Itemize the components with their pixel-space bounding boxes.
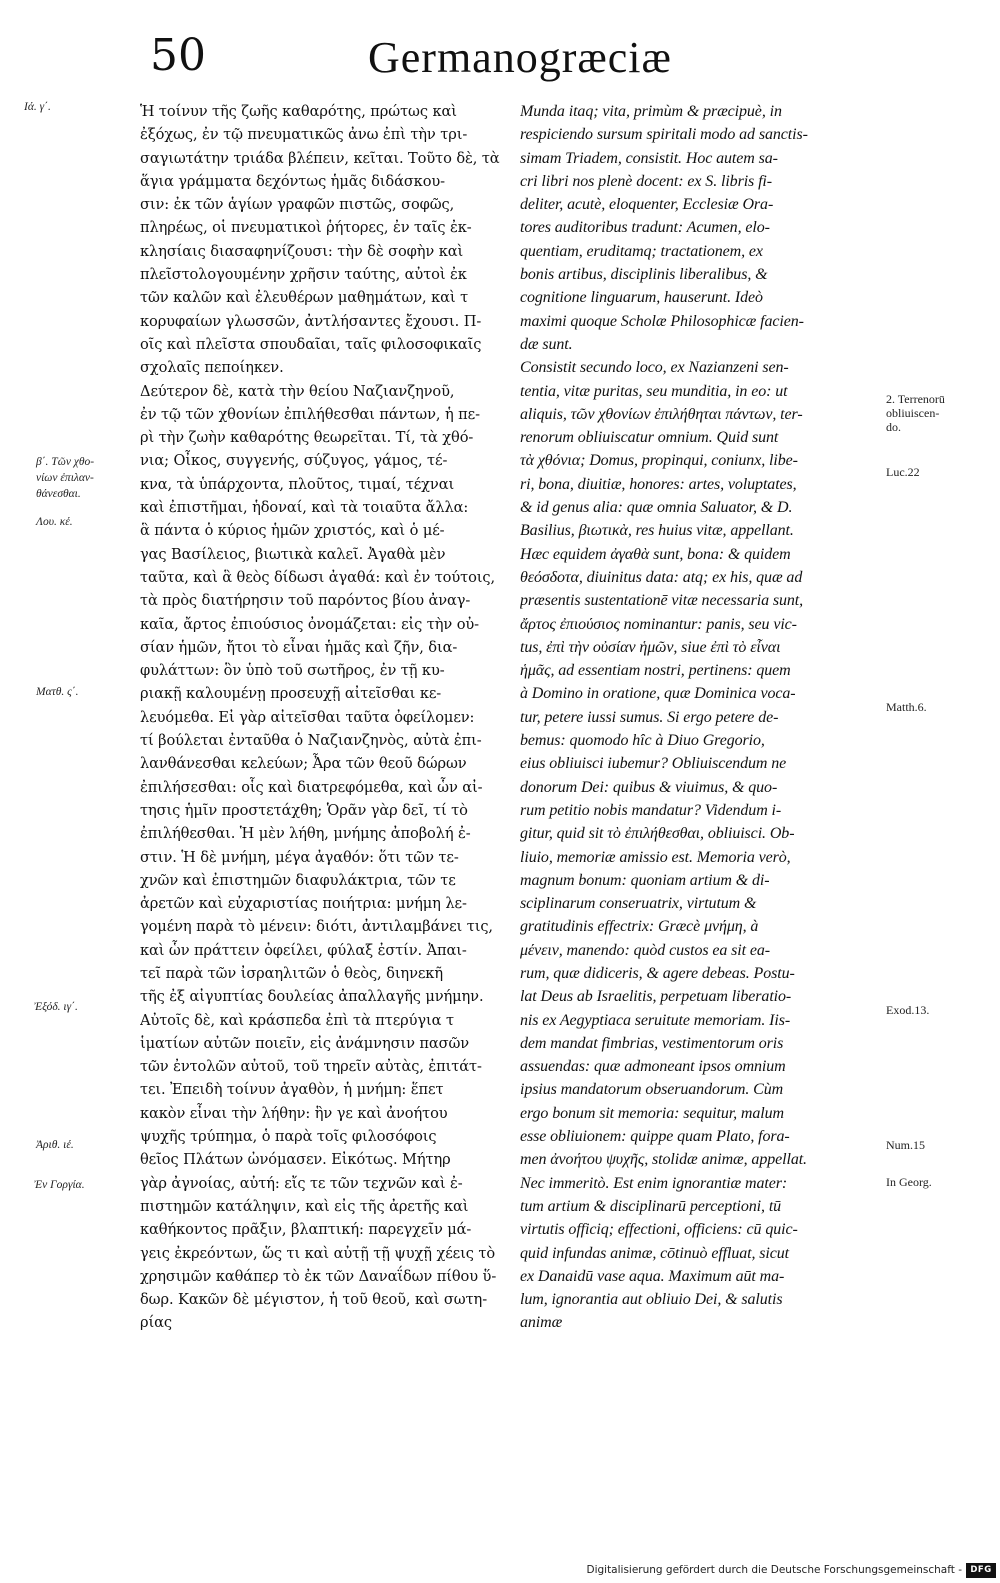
greek-text-line: θεῖος Πλάτων ὠνόμασεν. Εἰκότως. Μήτηρ <box>140 1151 451 1169</box>
right-margin-note: Num.15 <box>886 1138 925 1152</box>
latin-text-line: Basilius, βιωτικὰ, res huius vitæ, appellant. <box>520 522 794 540</box>
latin-text-line: Munda itaq; vita, primùm & præcipuè, in <box>520 103 782 120</box>
greek-text-line: γομένη παρὰ τὸ μένειν: διότι, ἀντιλαμβάνει τις, <box>140 918 493 936</box>
latin-text-line: cognitione linguarum, hauserunt. Ideò <box>520 289 763 307</box>
latin-text-line: Consistit secundo loco, ex Nazianzeni sen- <box>520 359 789 377</box>
greek-text-line: ψυχῆς τρύπημα, ὁ παρὰ τοῖς φιλοσόφοις <box>140 1128 437 1146</box>
greek-text-line: νια; Οἶκος, συγγενής, σύζυγος, γάμος, τέ- <box>140 452 448 470</box>
latin-text-line: tur, petere iussi sumus. Si ergo petere de- <box>520 708 779 726</box>
latin-text-column <box>520 100 882 1335</box>
left-margin-note: Ἀριθ. ιέ. <box>36 1139 74 1151</box>
left-margin-note: θάνεσθαι. <box>36 488 81 500</box>
greek-text-line: τῆς ἐξ αἰγυπτίας δουλείας ἀπαλλαγῆς μνήμην. <box>140 988 484 1006</box>
latin-text-line: men ἀνοήτου ψυχῆς, stolidæ animæ, appellat. <box>520 1151 807 1169</box>
latin-text-line: ergo bonum sit memoria: sequitur, malum <box>520 1104 784 1122</box>
greek-text-line: ἅγια γράμματα δεχόντως ἡμᾶς διδάσκου- <box>140 172 445 190</box>
greek-text-line: κορυφαίων γλωσσῶν, ἀντλήσαντες ἔχουσι. Π- <box>140 312 482 330</box>
greek-text-line: πιστημῶν κατάληψιν, καὶ εἰς τῆς ἀρετῆς καὶ <box>140 1197 469 1215</box>
greek-text-line: χνῶν καὶ ἐπιστημῶν διαφυλάκτρια, τῶν τε <box>140 871 456 889</box>
latin-text-line: esse obliuionem: quippe quam Plato, fora- <box>520 1128 790 1146</box>
latin-text-line: rum, quæ didiceris, & agere debeas. Postu- <box>520 964 795 982</box>
left-margin-note: νίων ἐπιλαν- <box>36 472 94 484</box>
latin-text-line: deliter, acutè, eloquenter, Ecclesiæ Ora- <box>520 196 774 214</box>
latin-text-line: respiciendo sursum spiritali modo ad sanctis- <box>520 126 808 144</box>
greek-text-line: Δεύτερον δὲ, κατὰ τὴν θείου Ναζιανζηνοῦ, <box>140 382 455 400</box>
greek-text-line: λανθάνεσθαι κελεύων; Ἆρα τῶν θεοῦ δώρων <box>140 755 467 773</box>
greek-text-line: καὶ ἐπιστῆμαι, ἡδοναί, καὶ τὰ τοιαῦτα ἄλλα: <box>140 499 469 517</box>
greek-text-line: ριακῇ καλουμένῃ προσευχῇ αἰτεῖσθαι κε- <box>140 685 442 703</box>
latin-text-line: eius obliuisci iubemur? Obliuiscendum ne <box>520 755 787 773</box>
latin-text-line: virtutis officiq; effectioni, officiens: cū quic- <box>520 1221 798 1239</box>
left-margin-note: Λου. κέ. <box>36 516 73 528</box>
greek-text-line: ἐξόχως, ἐν τῷ πνευματικῶς ἀνω ἐπὶ τὴν τρι- <box>140 126 468 144</box>
right-margin-note: Luc.22 <box>886 465 920 479</box>
greek-text-line: Ἡ τοίνυν τῆς ζωῆς καθαρότης, πρώτως καὶ <box>140 103 457 120</box>
greek-text-line: οῖς καὶ πλεῖστα σπουδαῖαι, ταῖς φιλοσοφικαῖς <box>140 335 482 353</box>
latin-text-line: quid infundas animæ, cōtinuò effluat, sicut <box>520 1244 790 1262</box>
latin-text-line: assuendas: quæ admoneant ipsos omnium <box>520 1058 786 1076</box>
left-margin-note: Ἐν Γοργία. <box>34 1179 85 1191</box>
running-title: Germanogræciæ <box>368 33 672 82</box>
greek-text-column <box>140 100 508 1335</box>
latin-text-line: magnum bonum: quoniam artium & di- <box>520 871 770 889</box>
latin-text-line: Nec immeritò. Est enim ignorantiæ mater: <box>520 1174 788 1192</box>
latin-text-line: tentia, vitæ puritas, seu munditia, in eo: ut <box>520 382 788 400</box>
greek-text-line: τί βούλεται ἐνταῦθα ὁ Ναζιανζηνὸς, αὐτὰ ἐπι- <box>140 732 482 750</box>
greek-text-line: ἐν τῷ τῶν χθονίων ἐπιλήθεσθαι πάντων, ἡ πε- <box>140 405 480 423</box>
greek-text-line: πλεῖστολογουμένην χρῆσιν ταύτης, αὐτοὶ ἐκ <box>140 266 467 284</box>
greek-text-line: στιν. Ἡ δὲ μνήμη, μέγα ἀγαθόν: ὅτι τῶν τε- <box>140 848 459 866</box>
greek-text-line: καῖα, ἄρτος ἐπιούσιος ὀνομάζεται: εἰς τὴν οὐ- <box>140 615 479 633</box>
left-margin-note: Ιά. γ΄. <box>24 101 51 113</box>
page-header <box>150 30 710 94</box>
greek-text-line: τησις ἡμῖν προστετάχθη; Ὁρᾶν γὰρ δεῖ, τί τὸ <box>140 801 468 819</box>
page-number: 50 <box>150 30 206 81</box>
latin-text-line: donorum Dei: quibus & viuimus, & quo- <box>520 778 778 796</box>
right-margin-note: 2. Terrenorū <box>886 392 945 406</box>
dfg-credit: Digitalisierung gefördert durch die Deutsche Forschungsgemeinschaft - <box>586 1564 962 1576</box>
greek-text-line: ρίας <box>140 1314 172 1332</box>
greek-text-line: τῶν ἐντολῶν αὐτοῦ, τοῦ τηρεῖν αὐτὰς, ἐπιτάτ- <box>140 1058 482 1076</box>
left-margin-note: Ματθ. ς΄. <box>36 686 79 698</box>
greek-text-line: ρὶ τὴν ζωὴν καθαρότης θεωρεῖται. Τί, τὰ χθό- <box>140 429 474 447</box>
dfg-logo: DFG <box>966 1563 996 1578</box>
latin-text-line: dem mandat fimbrias, vestimentorum oris <box>520 1034 784 1052</box>
greek-text-line: σιν: ἐκ τῶν ἁγίων γραφῶν πιστῶς, σοφῶς, <box>140 196 455 214</box>
greek-text-line: τῶν καλῶν καὶ ἐλευθέρων μαθημάτων, καὶ τ <box>140 289 469 307</box>
right-margin-note: In Georg. <box>886 1175 932 1189</box>
greek-text-line: πληρέως, οἱ πνευματικοὶ ῥήτορες, ἐν ταῖς ἐκ- <box>140 219 472 237</box>
latin-text-line: lat Deus ab Israelitis, perpetuam liberatio- <box>520 988 792 1006</box>
greek-text-line: ταῦτα, καὶ ἃ θεὸς δίδωσι ἀγαθά: καὶ ἐν τούτοις, <box>140 568 496 586</box>
greek-text-line: φυλάττων: ὃν ὑπὸ τοῦ σωτῆρος, ἐν τῇ κυ- <box>140 662 445 680</box>
left-margin-note: β΄. Τῶν χθο- <box>36 456 95 468</box>
latin-text-line: sciplinarum conseruatrix, virtutum & <box>520 895 757 913</box>
greek-text-line: γας Βασίλειος, βιωτικὰ καλεῖ. Ἀγαθὰ μὲν <box>140 545 446 563</box>
right-margin-note: obliuiscen- <box>886 406 940 420</box>
latin-text-line: lum, ignorantia aut obliuio Dei, & salutis <box>520 1291 783 1309</box>
latin-text-line: tum artium & disciplinarū perceptioni, tū <box>520 1197 782 1215</box>
latin-text-line: ἡμᾶς, ad essentiam nostri, pertinens: quem <box>520 662 791 680</box>
latin-text-line: gitur, quid sit τὸ ἐπιλήθεσθαι, obliuisci. Ob- <box>520 825 795 843</box>
latin-text-line: dæ sunt. <box>520 335 573 353</box>
latin-text-line: ipsius mandatorum obseruandorum. Cùm <box>520 1081 784 1099</box>
latin-text-line: ἄρτος ἐπιούσιος nominantur: panis, seu vic- <box>520 615 797 633</box>
latin-text-line: maximi quoque Scholæ Philosophicæ facien- <box>520 312 804 330</box>
right-margin-note: Matth.6. <box>886 700 927 714</box>
greek-text-line: γεις ἐκρεόντων, ὥς τι καὶ αὐτῇ τῇ ψυχῇ χέεις τὸ <box>140 1244 496 1262</box>
greek-text-line: κακὸν εἶναι τὴν λήθην: ἣν γε καὶ ἀνοήτου <box>140 1104 448 1122</box>
greek-text-line: κλησίαις διασαφηνίζουσι: τὴν δὲ σοφὴν καὶ <box>140 242 464 260</box>
latin-text-line: bemus: quomodo hîc à Diuo Gregorio, <box>520 732 765 750</box>
latin-text-line: gratitudinis effectrix: Græcè μνήμη, à <box>520 918 759 936</box>
latin-text-line: animæ <box>520 1314 563 1332</box>
greek-text-line: ἀρετῶν καὶ εὐχαριστίας ποιήτρια: μνήμη λε- <box>140 895 467 913</box>
greek-text-line: τεῖ παρὰ τῶν ἰσραηλιτῶν ὁ θεὸς, διηνεκῆ <box>140 964 443 982</box>
right-margin-note: Exod.13. <box>886 1003 930 1017</box>
greek-text-line: κνα, τὰ ὑπάρχοντα, πλοῦτος, τιμαί, τέχναι <box>140 475 455 493</box>
latin-text-line: rum petitio nobis mandatur? Videndum i- <box>520 801 782 819</box>
latin-text-line: μένειν, manendo: quòd custos ea sit ea- <box>520 941 771 959</box>
latin-text-line: renorum obliuiscatur omnium. Quid sunt <box>520 429 779 447</box>
greek-text-line: ἐπιλήσεσθαι: οἷς καὶ διατρεφόμεθα, καὶ ὧν αἰ- <box>140 778 483 796</box>
greek-text-line: ἱματίων αὐτῶν ποιεῖν, εἰς ἀνάμνησιν πασῶν <box>140 1034 470 1052</box>
latin-text-line: Hæc equidem ἀγαθὰ sunt, bona: & quidem <box>520 545 791 563</box>
latin-text-line: τὰ χθόνια; Domus, propinqui, coniunx, libe- <box>520 452 798 470</box>
greek-text-line: καθήκοντος πρᾶξιν, βλαπτική: παρεγχεῖν μά- <box>140 1221 472 1239</box>
latin-text-line: simam Triadem, consistit. Hoc autem sa- <box>520 149 778 167</box>
right-margin-note: do. <box>886 420 901 434</box>
greek-text-line: χρησιμῶν καθάπερ τὸ ἐκ τῶν Δαναΐδων πίθου ὕ- <box>140 1267 497 1285</box>
latin-text-line: præsentis sustentationē vitæ necessaria sunt, <box>520 592 804 610</box>
greek-text-line: ἐπιλήθεσθαι. Ἡ μὲν λήθη, μνήμης ἀποβολή ἐ- <box>140 825 471 843</box>
greek-text-line: δωρ. Κακῶν δὲ μέγιστον, ἡ τοῦ θεοῦ, καὶ σωτη- <box>140 1291 488 1309</box>
greek-text-line: σίαν ἡμῶν, ἤτοι τὸ εἶναι ἡμᾶς καὶ ζῆν, δια- <box>140 638 458 656</box>
greek-text-line: τὰ πρὸς διατήρησιν τοῦ παρόντος βίου ἀναγ- <box>140 592 471 610</box>
greek-text-line: ἃ πάντα ὁ κύριος ἡμῶν χριστός, καὶ ὁ μέ- <box>140 522 445 540</box>
latin-text-line: ri, bona, diuitiæ, honores: artes, voluptates, <box>520 475 797 493</box>
greek-text-line: σαγιωτάτην τριάδα βλέπειν, κεῖται. Τοῦτο δὲ, τὰ <box>140 149 500 167</box>
footer <box>586 1561 996 1579</box>
greek-text-line: τει. Ἐπειδὴ τοίνυν ἀγαθὸν, ἡ μνήμη: ἕπετ <box>140 1081 444 1099</box>
latin-text-line: & id genus alia: quæ omnia Saluator, & D. <box>520 499 793 517</box>
latin-text-line: nis ex Aegyptiaca seruitute memoriam. Iis- <box>520 1011 791 1029</box>
greek-text-line: σχολαῖς πεποίηκεν. <box>140 359 284 377</box>
latin-text-line: à Domino in oratione, quæ Dominica voca- <box>520 685 796 703</box>
latin-text-line: aliquis, τῶν χθονίων ἐπιλήθηται πάντων, ter- <box>520 405 803 423</box>
latin-text-line: θεόσδοτα, diuinitus data: atq; ex his, quæ ad <box>520 568 803 586</box>
latin-text-line: ex Danaidū vase aqua. Maximum aūt ma- <box>520 1267 785 1285</box>
greek-text-line: καὶ ὧν πράττειν ὀφείλει, φύλαξ ἐστίν. Ἀπαι- <box>140 941 467 959</box>
greek-text-line: γὰρ ἀγνοίας, αὐτή: εἴς τε τῶν τεχνῶν καὶ ἐ- <box>140 1174 463 1192</box>
greek-text-line: λευόμεθα. Εἰ γὰρ αἰτεῖσθαι ταῦτα ὀφείλομεν: <box>140 708 475 726</box>
latin-text-line: quentiam, eruditamq; tractationem, ex <box>520 242 763 260</box>
latin-text-line: cri libri nos plenè docent: ex S. libris fi- <box>520 172 772 190</box>
latin-text-line: tores auditoribus tradunt: Acumen, elo- <box>520 219 770 237</box>
latin-text-line: liuio, memoriæ amissio est. Memoria verò, <box>520 848 791 866</box>
latin-text-line: tus, ἐπὶ τὴν οὐσίαν ἡμῶν, siue ἐπὶ τὸ εἶναι <box>520 638 781 656</box>
greek-text-line: Αὐτοῖς δὲ, καὶ κράσπεδα ἐπὶ τὰ πτερύγια τ <box>140 1011 454 1029</box>
latin-text-line: bonis artibus, disciplinis liberalibus, & <box>520 266 768 284</box>
left-margin-note: Ἐξόδ. ιγ΄. <box>34 1001 78 1013</box>
